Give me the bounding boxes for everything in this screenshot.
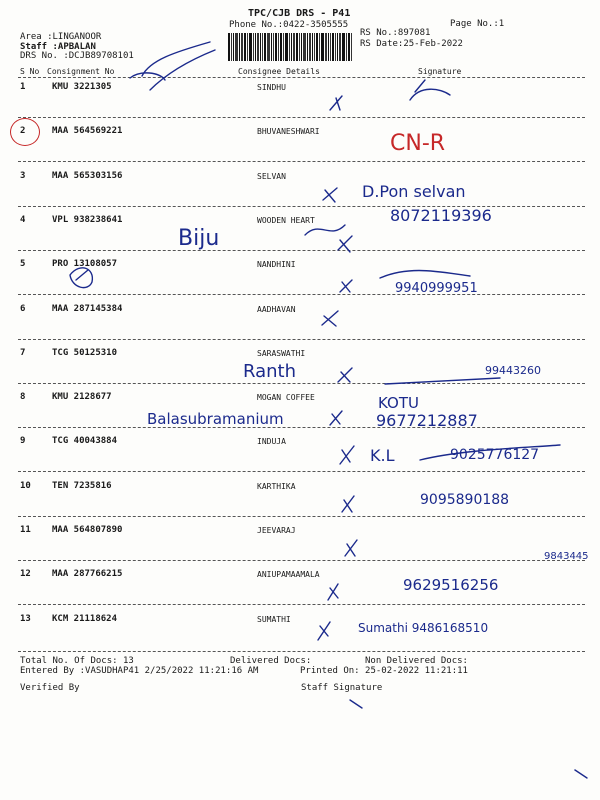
row-number: 2: [20, 126, 26, 136]
staff-label: Staff :APBALAN: [20, 42, 96, 52]
handwriting-kotu: KOTU: [378, 394, 419, 412]
row-number: 4: [20, 215, 26, 225]
row6-tick: [322, 311, 338, 326]
row-number: 7: [20, 348, 26, 358]
handwriting-phone-karthika: 9095890188: [420, 492, 510, 508]
non-delivered-docs: Non Delivered Docs:: [365, 656, 468, 666]
row3-tick: [323, 188, 337, 202]
row-number: 11: [20, 525, 31, 535]
consignment-number: KCM 21118624: [52, 614, 118, 624]
consignee-name: SUMATHI: [257, 615, 291, 624]
row-number: 3: [20, 171, 26, 181]
phone-number: Phone No.:0422-3505555: [229, 20, 349, 30]
row5-tick: [340, 280, 352, 292]
consignee-name: SINDHU: [257, 83, 286, 92]
handwriting-phone-jeevaraj: 9843445: [544, 551, 589, 562]
consignment-number: TEN 7235816: [52, 481, 112, 491]
consignment-number: MAA 287766215: [52, 569, 123, 579]
row1-tick: [330, 96, 342, 110]
consignee-name: NANDHINI: [257, 260, 296, 269]
consignment-number: KMU 3221305: [52, 82, 112, 92]
handwriting-ranth: Ranth: [243, 361, 297, 382]
consignment-number: PRO 13108057: [52, 259, 118, 269]
row-number: 9: [20, 436, 26, 446]
handwriting-cnr: CN-R: [390, 131, 446, 156]
handwriting-kl: K.L: [370, 446, 395, 465]
row11-tick: [345, 540, 357, 556]
consignee-name: JEEVARAJ: [257, 526, 296, 535]
consignment-number: KMU 2128677: [52, 392, 112, 402]
handwriting-phone-mogan: 9677212887: [376, 411, 478, 430]
consignee-name: MOGAN COFFEE: [257, 393, 315, 402]
handwriting-phone-nandhini: 9940999951: [395, 281, 478, 296]
printed-on: Printed On: 25-02-2022 11:21:11: [300, 666, 468, 676]
row4-signature: [305, 225, 345, 235]
consignee-name: ANIUPAMAAMALA: [257, 570, 320, 579]
column-header-sno: S No: [20, 67, 40, 76]
row-number: 13: [20, 614, 31, 624]
row7-tick: [338, 368, 352, 382]
total-docs: Total No. Of Docs: 13: [20, 656, 134, 666]
consignment-number: MAA 564569221: [52, 126, 123, 136]
row4-tick: [338, 236, 352, 252]
column-header-consignee: Consignee Details: [238, 67, 320, 76]
row8-tick: [330, 411, 342, 425]
consignee-name: WOODEN HEART: [257, 216, 315, 225]
consignee-name: SARASWATHI: [257, 349, 306, 358]
row13-tick: [318, 622, 330, 640]
consignment-number: MAA 564807890: [52, 525, 123, 535]
row1-signature: [410, 80, 450, 100]
consignment-number: VPL 938238641: [52, 215, 123, 225]
handwriting-phone-selvan: 8072119396: [390, 206, 492, 225]
footer-mark: [350, 700, 362, 708]
rs-number: RS No.:897081: [360, 28, 431, 38]
document-title: TPC/CJB DRS - P41: [248, 8, 351, 19]
row5-strike: [380, 270, 470, 278]
row12-tick: [328, 584, 338, 600]
consignee-name: KARTHIKA: [257, 482, 296, 491]
row10-tick: [342, 496, 354, 512]
handwriting-balasubramanium: Balasubramanium: [147, 410, 284, 428]
consignee-name: BHUVANESHWARI: [257, 127, 320, 136]
rs-date: RS Date:25-Feb-2022: [360, 39, 463, 49]
entered-by: Entered By :VASUDHAP41 2/25/2022 11:21:16 AM: [20, 666, 259, 676]
consignee-name: SELVAN: [257, 172, 286, 181]
handwriting-phone-aniupamaamala: 9629516256: [403, 576, 499, 594]
column-header-consignment: Consignment No: [47, 67, 115, 76]
staff-signature-stroke: [142, 42, 215, 90]
consignee-name: INDUJA: [257, 437, 286, 446]
row-number: 8: [20, 392, 26, 402]
row5-scribble: [70, 268, 92, 288]
consignment-number: MAA 287145384: [52, 304, 123, 314]
staff-initials-stroke: [130, 73, 165, 80]
handwriting-phone-induja: 9025776127: [450, 447, 540, 463]
page-number: Page No.:1: [450, 19, 505, 29]
corner-mark: [575, 770, 587, 778]
row-number: 10: [20, 481, 31, 491]
consignment-number: TCG 50125310: [52, 348, 118, 358]
handwriting-phone-saraswathi: 99443260: [485, 364, 541, 377]
row-number: 6: [20, 304, 26, 314]
row9-tick: [340, 446, 354, 464]
handwriting-sumathi: Sumathi 9486168510: [358, 621, 489, 635]
handwriting-biju: Biju: [178, 226, 220, 251]
drs-number: DRS No. :DCJB89708101: [20, 51, 134, 61]
verified-by: Verified By: [20, 683, 80, 693]
row7-underline: [385, 378, 500, 384]
area-label: Area :LINGANOOR: [20, 32, 102, 42]
row-number: 12: [20, 569, 31, 579]
column-header-signature: Signature: [418, 67, 462, 76]
delivered-docs: Delivered Docs:: [230, 656, 312, 666]
consignee-name: AADHAVAN: [257, 305, 296, 314]
row-number: 5: [20, 259, 26, 269]
staff-signature: Staff Signature: [301, 683, 383, 693]
handwriting-name-selvan: D.Pon selvan: [362, 182, 466, 201]
consignment-number: MAA 565303156: [52, 171, 123, 181]
row-number: 1: [20, 82, 26, 92]
consignment-number: TCG 40043884: [52, 436, 118, 446]
